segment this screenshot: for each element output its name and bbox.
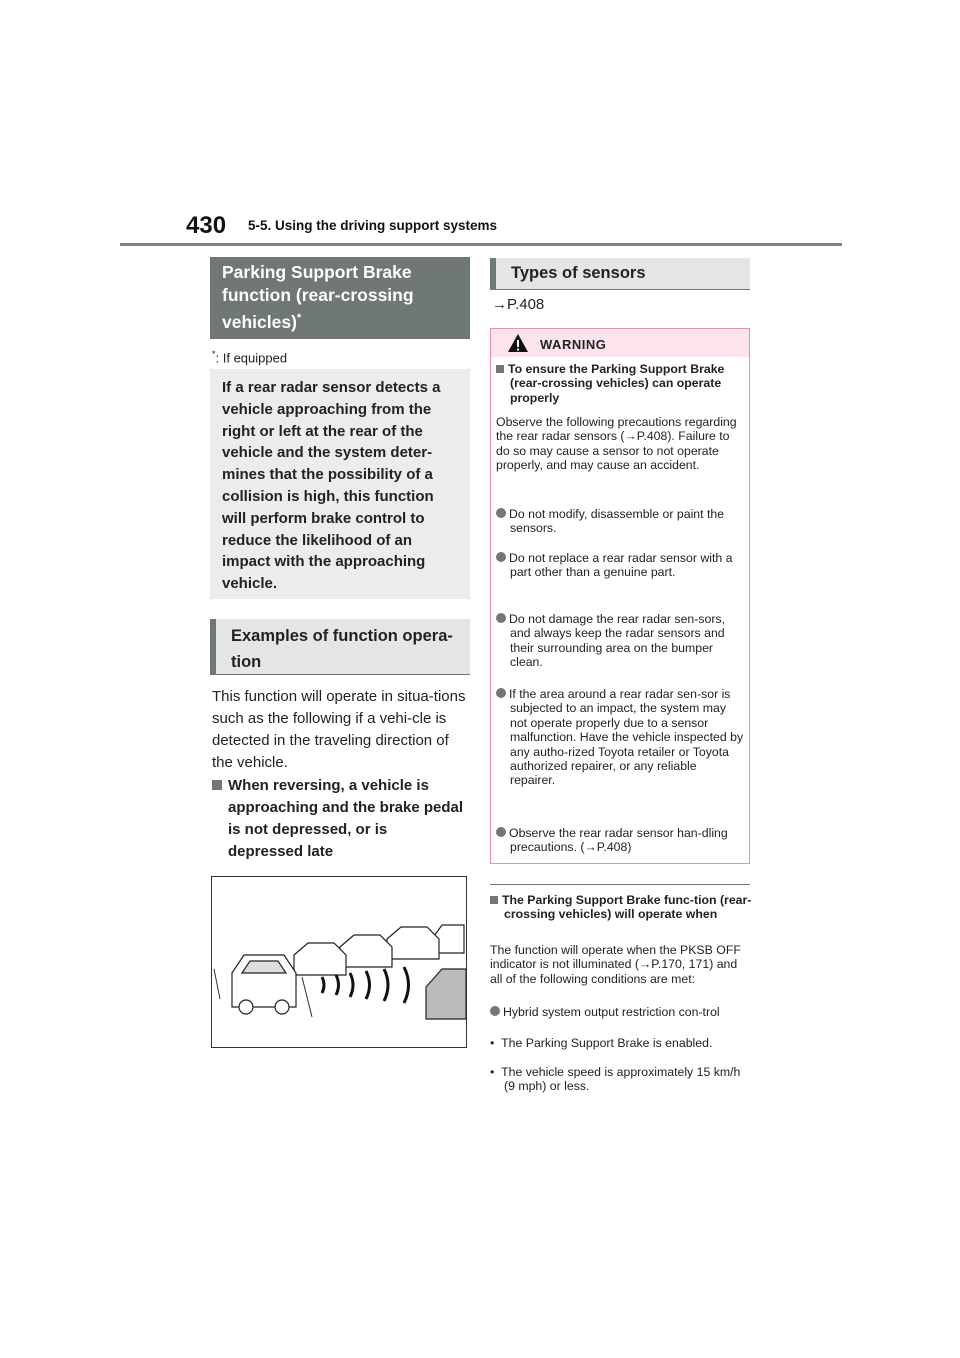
heading-examples: Examples of function opera-tion	[210, 619, 470, 675]
heading-types-of-sensors: Types of sensors	[490, 258, 750, 290]
square-bullet-icon	[212, 780, 222, 790]
warning-paragraph: Observe the following precautions regarding the rear radar sensors (→P.408). Failure to do so may cause a sensor to not operate properly, and may cause an accident.	[496, 415, 737, 473]
note-bullet-text: Hybrid system output restriction con-trol	[503, 1005, 720, 1019]
round-bullet-icon	[496, 688, 506, 698]
example-item	[212, 775, 472, 863]
example-item-label: When reversing, a vehicle is approaching and the brake pedal is not depressed, or is depressed late	[228, 777, 464, 860]
note-dash-text: The vehicle speed is approximately 15 km/h (9 mph) or less.	[501, 1065, 741, 1094]
radar-wave-1	[322, 977, 324, 993]
note-heading-text: The Parking Support Brake func-tion (rear-crossing vehicles) will operate when	[502, 893, 752, 922]
warning-bullet	[496, 612, 744, 670]
radar-wave-6	[404, 967, 409, 1003]
radar-wave-2	[336, 975, 339, 995]
approaching-car	[426, 969, 466, 1019]
heading-line-2: function (rear-crossing	[222, 285, 414, 305]
warning-title: WARNING	[540, 337, 607, 352]
section-title: 5-5. Using the driving support systems	[248, 218, 498, 233]
round-bullet-icon	[496, 827, 506, 837]
footnote-text: : If equipped	[215, 350, 288, 366]
intro-box: If a rear radar sensor detects a vehicle approaching from the right or left at the rear of the vehicle and the system deter-mines that the possibility of a collision is high, this function will perform brake control to reduce the likelihood of an impact with the approaching vehicle.	[210, 369, 470, 599]
warning-bullet	[496, 551, 744, 580]
warning-bullet-text: Do not damage the rear radar sen-sors, and always keep the radar sensors and their surrounding area on the bumper clean.	[509, 612, 725, 670]
note-dash-item: • The Parking Support Brake is enabled.	[490, 1036, 713, 1050]
warning-bullet-text: Observe the rear radar sensor han-dling precautions. (→P.408)	[509, 826, 728, 855]
illustration-svg	[212, 877, 466, 1047]
warning-subheading	[496, 362, 744, 405]
warning-triangle-icon	[507, 333, 529, 353]
note-paragraph: The function will operate when the PKSB OFF indicator is not illuminated (→P.170, 171) and all of the following conditions are met:	[490, 943, 741, 986]
round-bullet-icon	[496, 552, 506, 562]
page-reference: →P.408	[492, 296, 545, 313]
examples-body-text: This function will operate in situa-tions such as the following if a vehi-cle is detected in the traveling direction of the vehicle.	[212, 688, 466, 771]
parking-line-1	[214, 969, 220, 999]
parked-car-3	[340, 935, 392, 967]
heading-parking-support-brake	[210, 257, 470, 339]
own-vehicle-window	[242, 961, 286, 973]
note-dash-item: • The vehicle speed is approximately 15 km/h (9 mph) or less.	[490, 1065, 741, 1094]
round-bullet-icon	[490, 1006, 500, 1016]
radar-wave-5	[384, 969, 388, 1001]
footnote	[212, 349, 287, 365]
page-number: 430	[186, 212, 227, 239]
note-bullet	[490, 1005, 752, 1019]
footnote-mark: *	[212, 349, 216, 359]
radar-wave-3	[350, 973, 353, 997]
own-vehicle-wheel-left	[239, 1000, 253, 1014]
heading-line-1: Parking Support Brake	[222, 262, 412, 282]
illustration-rear-crossing	[211, 876, 467, 1048]
own-vehicle-wheel-right	[275, 1000, 289, 1014]
warning-bullet	[496, 507, 744, 536]
heading-asterisk: *	[296, 312, 302, 324]
note-heading	[490, 893, 752, 922]
round-bullet-icon	[496, 508, 506, 518]
parked-car-2	[387, 927, 439, 959]
square-bullet-icon	[496, 365, 504, 373]
parked-car-4	[294, 943, 346, 975]
round-bullet-icon	[496, 613, 506, 623]
warning-bullet-text: If the area around a rear radar sen-sor is subjected to an impact, the system may not operate properly due to a sensor malfunction. Have the vehicle inspected by any autho-rized Toyota retailer or Toyota authorized repairer, or any reliable repairer.	[509, 687, 744, 788]
warning-bullet	[496, 687, 744, 788]
radar-wave-4	[366, 971, 370, 999]
heading-line-3: vehicles)	[222, 311, 297, 332]
note-dash-text: The Parking Support Brake is enabled.	[501, 1036, 713, 1050]
header-divider	[120, 243, 842, 246]
warning-bullet	[496, 826, 744, 855]
warning-bullet-text: Do not modify, disassemble or paint the sensors.	[509, 507, 725, 536]
warning-subheading-text: To ensure the Parking Support Brake (rear-crossing vehicles) can operate properly	[508, 362, 725, 405]
parking-line-2	[302, 977, 312, 1017]
warning-header	[491, 329, 749, 357]
square-bullet-icon	[490, 896, 498, 904]
note-divider	[490, 884, 750, 885]
warning-bullet-text: Do not replace a rear radar sensor with a part other than a genuine part.	[509, 551, 733, 580]
